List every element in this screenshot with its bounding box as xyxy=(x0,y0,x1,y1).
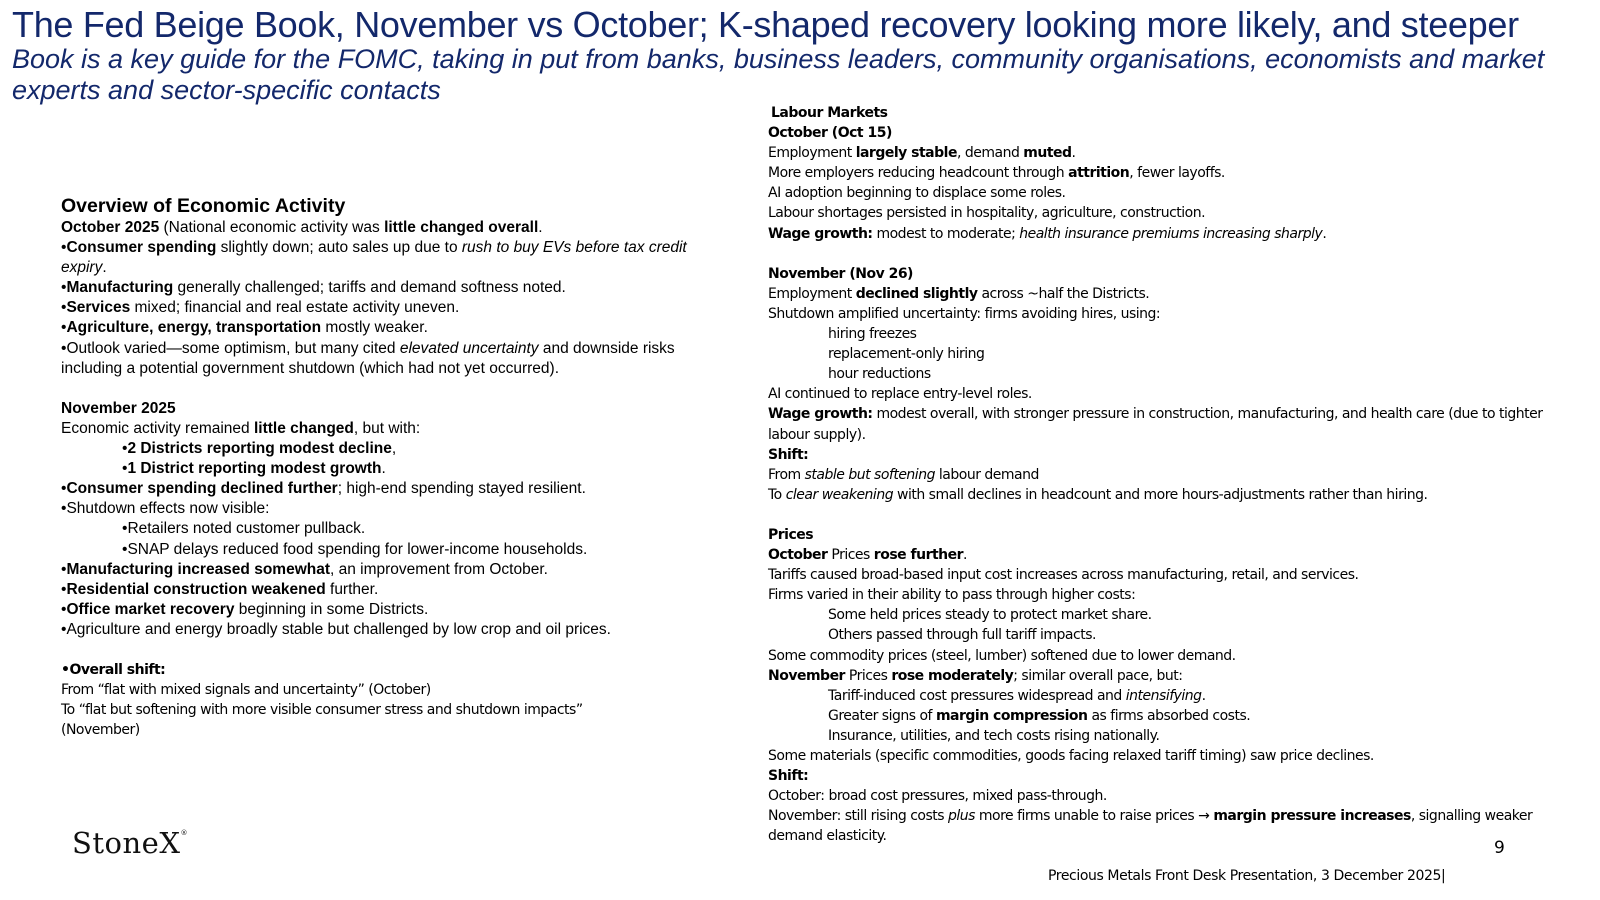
bullet-agriculture-energy: •Agriculture, energy, transportation mostly weaker. xyxy=(61,319,428,337)
bullet-consumer-declined: •Consumer spending declined further; high-end spending stayed resilient. xyxy=(61,480,586,498)
bullet-agriculture-stable: •Agriculture and energy broadly stable but challenged by low crop and oil prices. xyxy=(61,620,611,638)
november-label: November 2025 xyxy=(61,399,176,417)
bullet-consumer-spending: •Consumer spending slightly down; auto sales up due to rush to buy EVs before tax credit expiry. xyxy=(61,239,687,277)
prices-insurance: Insurance, utilities, and tech costs rising nationally. xyxy=(828,727,1160,744)
bullet-manufacturing-increased: •Manufacturing increased somewhat, an improvement from October. xyxy=(61,560,548,578)
prices-commodity: Some commodity prices (steel, lumber) softened due to lower demand. xyxy=(768,647,1236,664)
prices-november: November Prices rose moderately; similar overall pace, but: xyxy=(768,667,1183,684)
bullet-districts-growth: •1 District reporting modest growth. xyxy=(122,460,386,478)
labour-oct-wage: Wage growth: modest to moderate; health insurance premiums increasing sharply. xyxy=(768,225,1327,242)
labour-nov-shutdown: Shutdown amplified uncertainty: firms avoiding hires, using: xyxy=(768,305,1161,322)
labour-shift-label: Shift: xyxy=(768,446,809,463)
page-number: 9 xyxy=(1494,838,1505,858)
november-summary: Economic activity remained little changed, but with: xyxy=(61,419,421,437)
prices-october: October Prices rose further. xyxy=(768,547,967,564)
overview-heading: Overview of Economic Activity xyxy=(61,195,346,217)
overall-shift-label: •Overall shift: xyxy=(61,662,166,679)
registered-mark: ® xyxy=(180,829,188,837)
labour-oct-shortages: Labour shortages persisted in hospitality, agriculture, construction. xyxy=(768,205,1206,222)
prices-shift-label: Shift: xyxy=(768,768,809,785)
labour-nov-employment: Employment declined slightly across ~half the Districts. xyxy=(768,285,1150,302)
labour-heading: Labour Markets xyxy=(771,105,888,121)
labour-nov-ai: AI continued to replace entry-level roles. xyxy=(768,386,1032,403)
prices-passed: Others passed through full tariff impacts. xyxy=(828,627,1096,644)
bullet-residential: •Residential construction weakened further. xyxy=(61,580,379,598)
labour-nov-item: hour reductions xyxy=(828,366,931,383)
october-summary: October 2025 (National economic activity was little changed overall. xyxy=(61,219,543,236)
overall-shift-from: From “flat with mixed signals and uncertainty” (October) xyxy=(61,682,431,699)
october-label: October 2025 xyxy=(61,219,160,236)
labour-november-label: November (Nov 26) xyxy=(768,265,913,282)
bullet-snap: •SNAP delays reduced food spending for lower-income households. xyxy=(122,540,588,558)
bullet-shutdown: •Shutdown effects now visible: xyxy=(61,500,270,518)
footer-presentation: Precious Metals Front Desk Presentation, 3 December 2025| xyxy=(1048,868,1446,884)
labour-oct-attrition: More employers reducing headcount through attrition, fewer layoffs. xyxy=(768,165,1225,182)
prices-shift-nov: November: still rising costs plus more firms unable to raise prices → margin pressure increases, signalling weaker demand elasticity. xyxy=(768,808,1533,845)
bullet-retailers: •Retailers noted customer pullback. xyxy=(122,520,366,538)
labour-nov-wage: Wage growth: modest overall, with stronger pressure in construction, manufacturing, and health care (due to tighter labour supply). xyxy=(768,406,1543,443)
bullet-districts-decline: •2 Districts reporting modest decline, xyxy=(122,440,397,458)
labour-oct-ai: AI adoption beginning to displace some roles. xyxy=(768,185,1066,202)
labour-nov-item: replacement-only hiring xyxy=(828,346,985,363)
labour-nov-item: hiring freezes xyxy=(828,326,917,343)
bullet-office: •Office market recovery beginning in some Districts. xyxy=(61,600,429,618)
prices-heading: Prices xyxy=(768,526,814,543)
labour-oct-employment: Employment largely stable, demand muted. xyxy=(768,145,1076,162)
page-subtitle: Book is a key guide for the FOMC, taking in put from banks, business leaders, community organisations, economists and market experts and sector-specific contacts xyxy=(12,44,1545,105)
labour-prices-section xyxy=(768,103,1548,846)
overall-shift-to: To “flat but softening with more visible consumer stress and shutdown impacts” (November) xyxy=(61,702,583,739)
prices-tariffs: Tariffs caused broad-based input cost increases across manufacturing, retail, and services. xyxy=(768,567,1359,584)
prices-tariff-induced: Tariff-induced cost pressures widespread and intensifying. xyxy=(828,687,1206,704)
labour-october-label: October (Oct 15) xyxy=(768,125,892,142)
stonex-logo: StoneX® xyxy=(72,826,188,860)
prices-firms-varied: Firms varied in their ability to pass through higher costs: xyxy=(768,587,1136,604)
overview-section xyxy=(61,194,701,740)
bullet-services: •Services mixed; financial and real estate activity uneven. xyxy=(61,299,460,317)
prices-margin: Greater signs of margin compression as firms absorbed costs. xyxy=(828,707,1251,724)
bullet-manufacturing: •Manufacturing generally challenged; tariffs and demand softness noted. xyxy=(61,279,566,297)
prices-held: Some held prices steady to protect market share. xyxy=(828,607,1152,624)
prices-shift-oct: October: broad cost pressures, mixed pass-through. xyxy=(768,788,1107,805)
labour-shift-from: From stable but softening labour demand xyxy=(768,466,1039,483)
page-title: The Fed Beige Book, November vs October; K-shaped recovery looking more likely, and steeper xyxy=(12,4,1519,45)
labour-shift-to: To clear weakening with small declines in headcount and more hours-adjustments rather than hiring. xyxy=(768,486,1428,503)
prices-materials: Some materials (specific commodities, goods facing relaxed tariff timing) saw price declines. xyxy=(768,748,1374,764)
bullet-outlook: •Outlook varied—some optimism, but many cited elevated uncertainty and downside risks including a potential government shutdown (which had not yet occurred). xyxy=(61,339,675,377)
